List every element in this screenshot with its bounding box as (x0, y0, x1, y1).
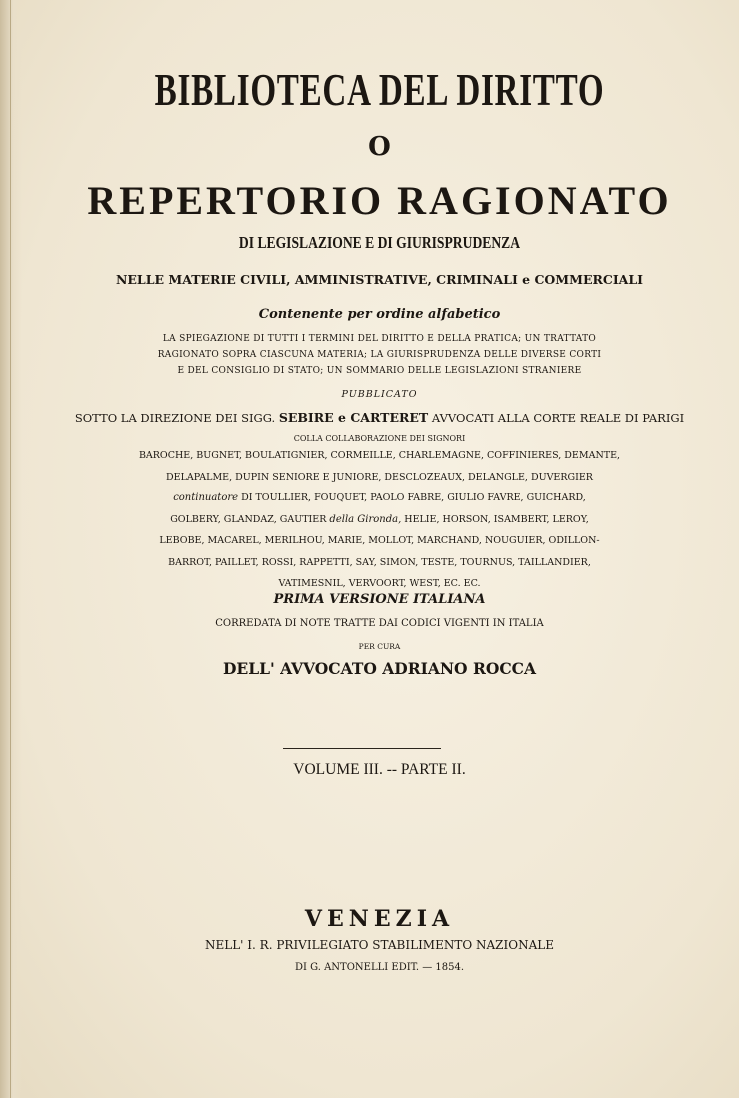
collaborators-line (40, 488, 719, 508)
subtitle: REPERTORIO RAGIONATO (87, 178, 672, 223)
per-cura-label: PER CURA (358, 642, 401, 651)
prima-versione: PRIMA VERSIONE ITALIANA (273, 592, 486, 607)
directors-names: SEBIRE e CARTERET (278, 410, 429, 425)
collaborators-line: BAROCHE, BUGNET, BOULATIGNIER, CORMEILLE, CHARLEMAGNE, COFFINIERES, DEMANTE, (138, 450, 621, 461)
collaborators-line (40, 510, 719, 530)
collaborators-text: HELIE, HORSON, ISAMBERT, LEROY, (404, 514, 589, 525)
editor-name: DELL' AVVOCATO ADRIANO ROCCA (222, 659, 537, 678)
corredata-line: CORREDATA DI NOTE TRATTE DAI CODICI VIGENTI IN ITALIA (215, 618, 544, 629)
contents-line: LA SPIEGAZIONE DI TUTTI I TERMINI DEL DIRITTO E DELLA PRATICA; UN TRATTATO (162, 334, 597, 344)
volume-label: VOLUME III. -- PARTE II. (293, 761, 466, 778)
collaboration-label: COLLA COLLABORAZIONE DEI SIGNORI (293, 434, 466, 443)
contents-line: E DEL CONSIGLIO DI STATO; UN SOMMARIO DELLE LEGISLAZIONI STRANIERE (177, 366, 582, 376)
della-gironda-label: della Gironda, (329, 514, 402, 525)
pubblicato-label: PUBBLICATO (341, 389, 418, 400)
title-conjunction: O (368, 132, 391, 162)
contents-heading: Contenente per ordine alfabetico (258, 307, 501, 322)
imprint-editor: DI G. ANTONELLI EDIT. — 1854. (294, 962, 465, 973)
direction-line (40, 408, 719, 428)
imprint-publisher: NELL' I. R. PRIVILEGIATO STABILIMENTO NAZIONALE (204, 938, 554, 952)
materie-line: NELLE MATERIE CIVILI, AMMINISTRATIVE, CRIMINALI e COMMERCIALI (115, 272, 644, 287)
subtitle-legislazione: DI LEGISLAZIONE E DI GIURISPRUDENZA (238, 233, 521, 252)
volume-rule (283, 748, 441, 749)
collaborators-text: GOLBERY, GLANDAZ, GAUTIER (170, 514, 327, 525)
continuatore-label: continuatore (173, 492, 239, 503)
imprint-city: VENEZIA (304, 906, 455, 932)
collaborators-line: LEBOBE, MACAREL, MERILHOU, MARIE, MOLLOT, MARCHAND, NOUGUIER, ODILLON- (159, 535, 600, 546)
main-title: BIBLIOTECA DEL DIRITTO (154, 64, 605, 115)
contents-line: RAGIONATO SOPRA CIASCUNA MATERIA; LA GIURISPRUDENZA DELLE DIVERSE CORTI (157, 350, 602, 360)
direction-prefix: SOTTO LA DIREZIONE DEI SIGG. (74, 411, 276, 425)
collaborators-text: DI TOULLIER, FOUQUET, PAOLO FABRE, GIULIO FAVRE, GUICHARD, (241, 492, 586, 503)
direction-suffix: AVVOCATI ALLA CORTE REALE DI PARIGI (431, 411, 685, 425)
collaborators-line: BARROT, PAILLET, ROSSI, RAPPETTI, SAY, SIMON, TESTE, TOURNUS, TAILLANDIER, (168, 557, 591, 568)
collaborators-line: DELAPALME, DUPIN SENIORE E JUNIORE, DESCLOZEAUX, DELANGLE, DUVERGIER (166, 472, 593, 483)
collaborators-line: VATIMESNIL, VERVOORT, WEST, EC. EC. (278, 578, 481, 589)
